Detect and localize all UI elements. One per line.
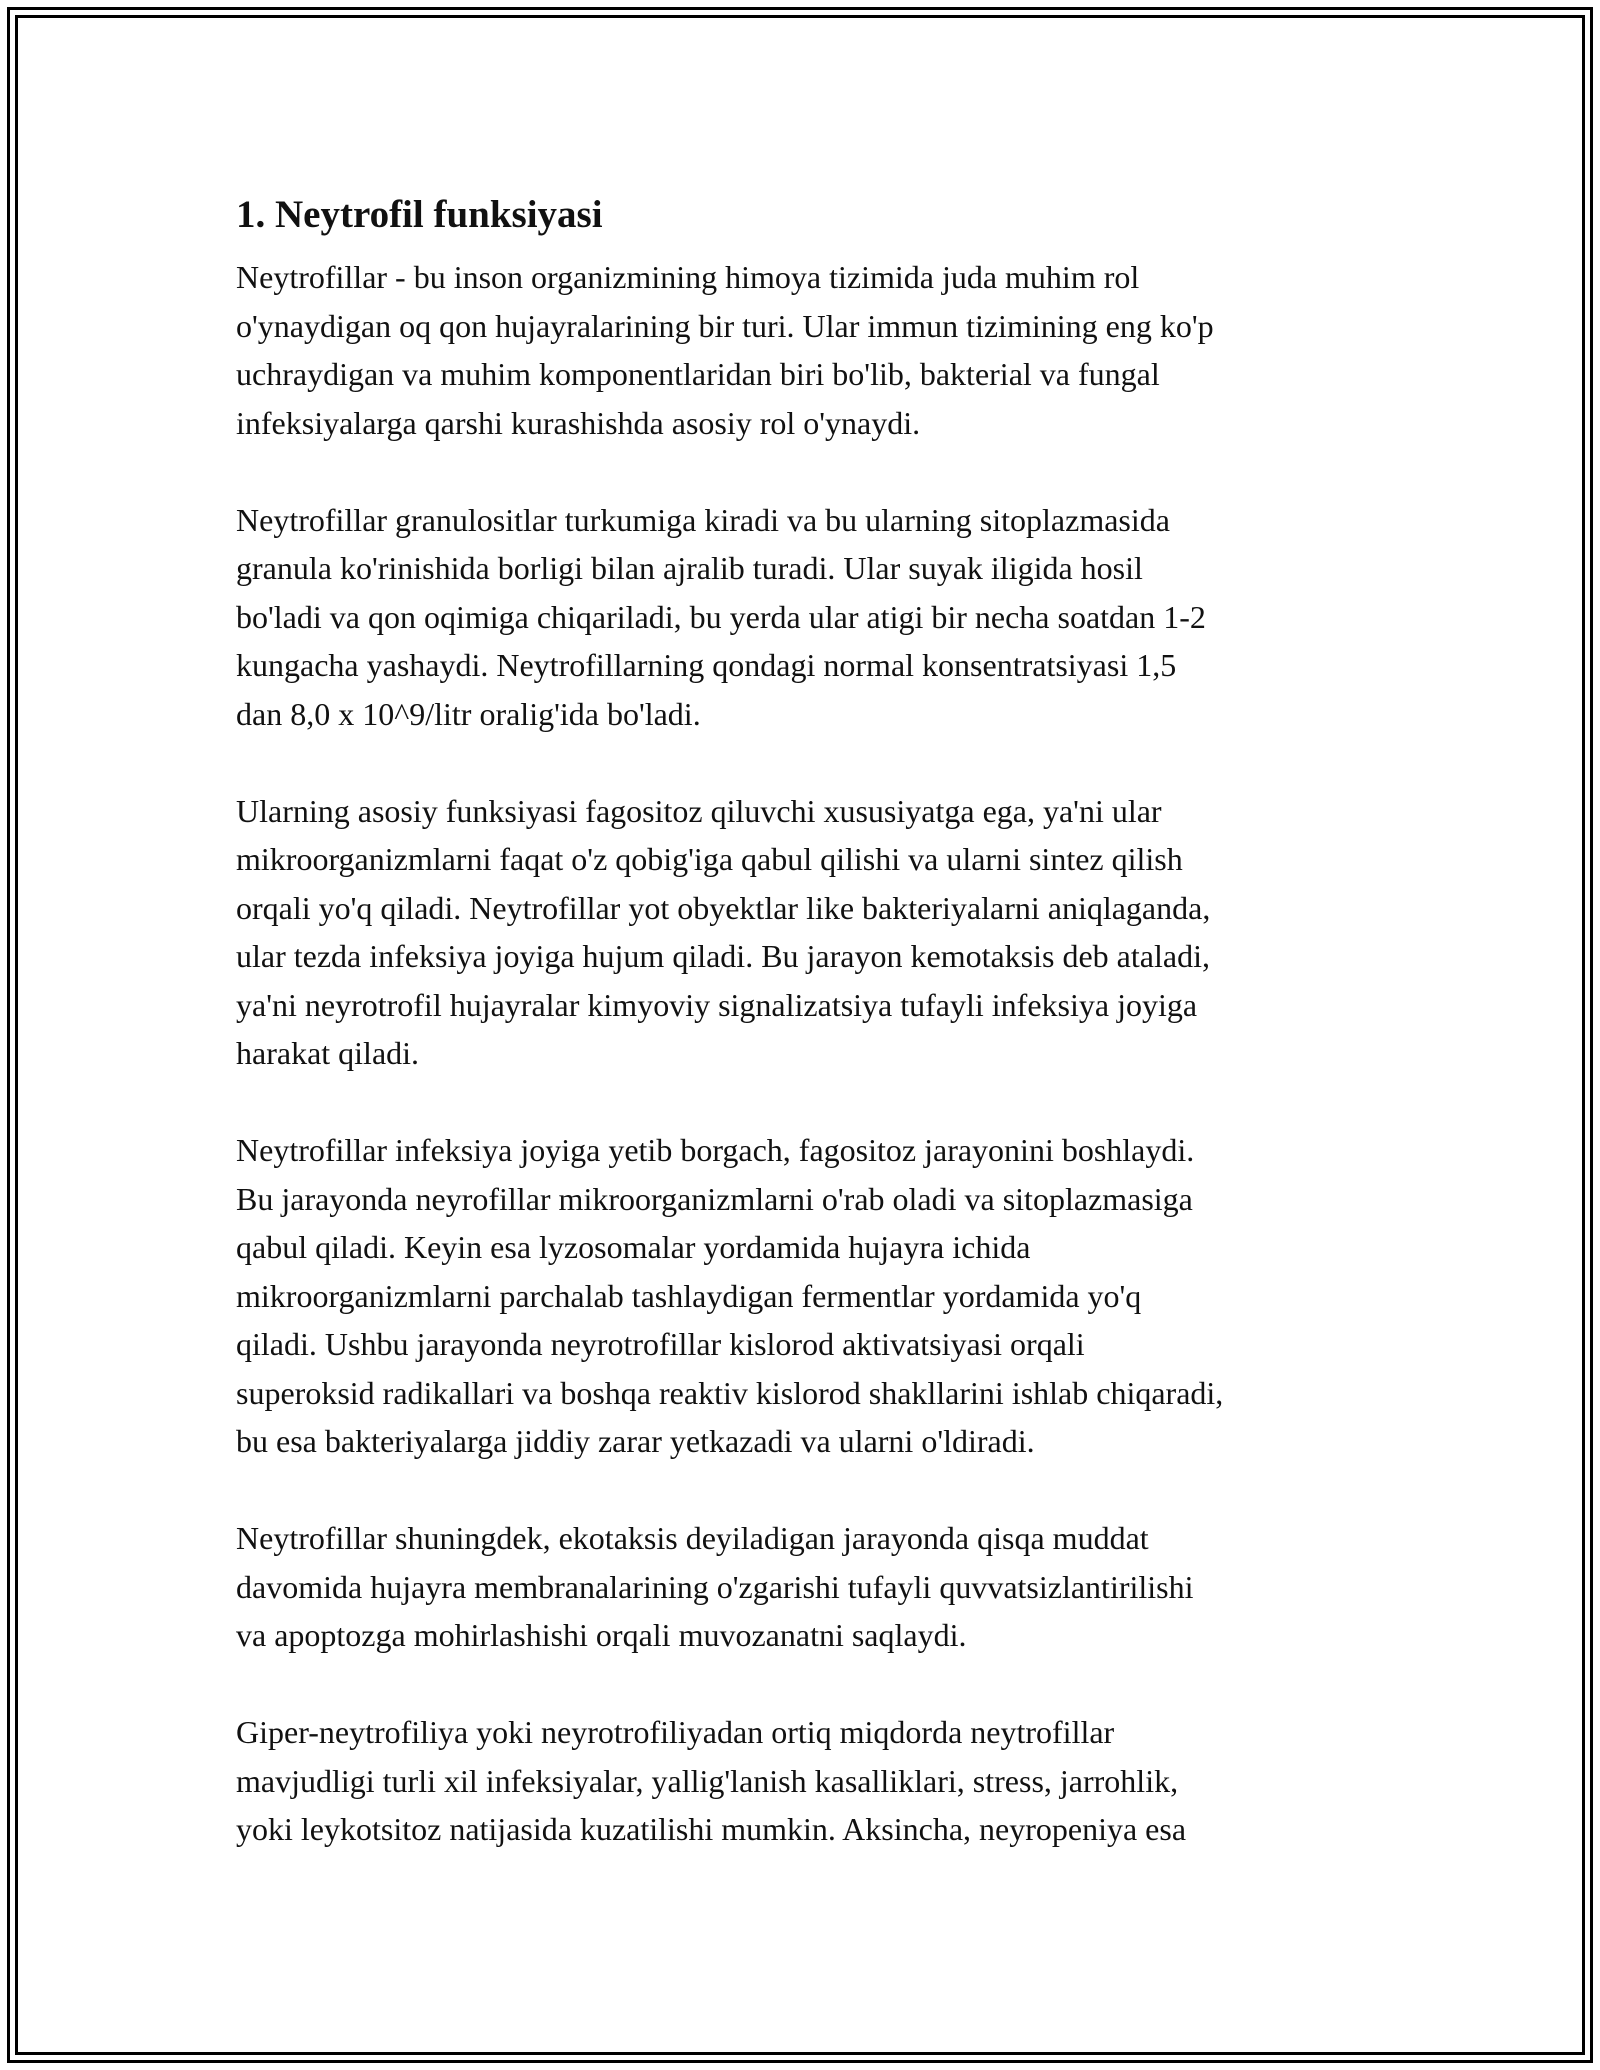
paragraph-5: Neytrofillar shuningdek, ekotaksis deyiladigan jarayonda qisqa muddat davomida hujayra membranalarining o'zgarishi tufayli quvvatsizlantirilishi va apoptozga mohirlashishi orqali muvozanatni saqlaydi. [236,1520,1194,1653]
section-heading: 1. Neytrofil funksiyasi [236,193,603,236]
paragraph-3: Ularning asosiy funksiyasi fagositoz qiluvchi xususiyatga ega, ya'ni ular mikroorganizmlarni faqat o'z qobig'iga qabul qilishi va ularni sintez qilish orqali yo'q qiladi. Neytrofillar yot obyektlar like bakteriyalarni aniqlaganda, ular tezda infeksiya joyiga hujum qiladi. Bu jarayon kemotaksis deb ataladi, ya'ni neyrotrofil hujayralar kimyoviy signalizatsiya tufayli infeksiya joyiga harakat qiladi. [236,792,1211,1071]
document-body [236,185,1376,1902]
paragraph-6: Giper-neytrofiliya yoki neyrotrofiliyadan ortiq miqdorda neytrofillar mavjudligi turli xil infeksiyalar, yallig'lanish kasalliklari, stress, jarrohlik, yoki leykotsitoz natijasida kuzatilishi mumkin. Aksincha, neyropeniya esa [236,1714,1187,1847]
paragraph-2: Neytrofillar granulositlar turkumiga kiradi va bu ularning sitoplazmasida granula ko'rinishida borligi bilan ajralib turadi. Ular suyak iligida hosil bo'ladi va qon oqimiga chiqariladi, bu yerda ular atigi bir necha soatdan 1-2 kungacha yashaydi. Neytrofillarning qondagi normal konsentratsiyasi 1,5 dan 8,0 x 10^9/litr oralig'ida bo'ladi. [236,501,1206,732]
paragraph-1: Neytrofillar - bu inson organizmining himoya tizimida juda muhim rol o'ynaydigan oq qon hujayralarining bir turi. Ular immun tizimining eng ko'p uchraydigan va muhim komponentlaridan biri bo'lib, bakterial va fungal infeksiyalarga qarshi kurashishda asosiy rol o'ynaydi. [236,259,1214,441]
paragraph-4: Neytrofillar infeksiya joyiga yetib borgach, fagositoz jarayonini boshlaydi. Bu jarayonda neyrofillar mikroorganizmlarni o'rab oladi va sitoplazmasiga qabul qiladi. Keyin esa lyzosomalar yordamida hujayra ichida mikroorganizmlarni parchalab tashlaydigan fermentlar yordamida yo'q qiladi. Ushbu jarayonda neyrotrofillar kislorod aktivatsiyasi orqali superoksid radikallari va boshqa reaktiv kislorod shakllarini ishlab chiqaradi, bu esa bakteriyalarga jiddiy zarar yetkazadi va ularni o'ldiradi. [236,1132,1224,1459]
